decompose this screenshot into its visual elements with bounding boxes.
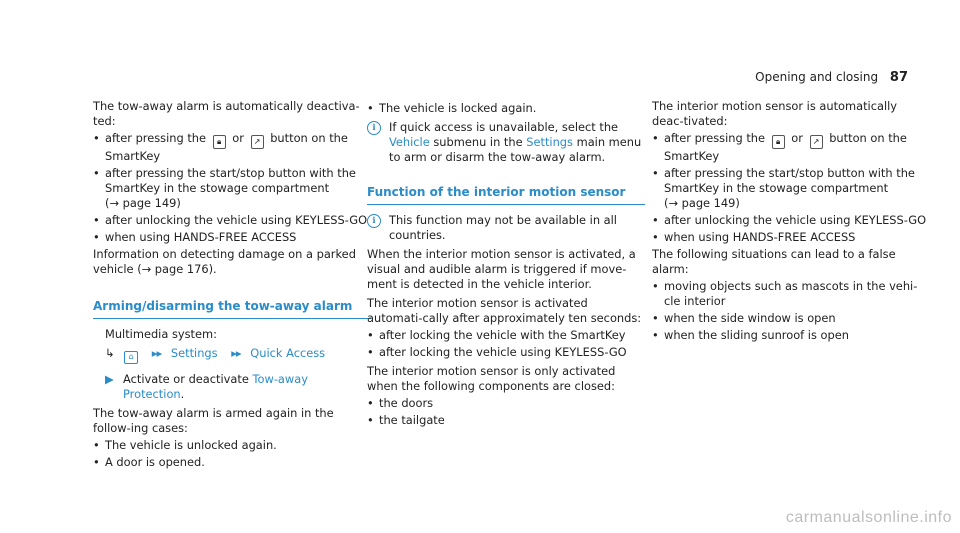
lock-key-icon: 🔒︎ [772, 135, 785, 149]
list-item: • after unlocking the vehicle using KEYLESS-GO [93, 213, 371, 228]
settings-menu-link[interactable]: Settings [526, 135, 573, 149]
page-reference[interactable]: (→ page 149) [105, 196, 181, 210]
action-arrow-icon: ▶ [105, 372, 114, 386]
chevron-right-icon: ▸▸ [151, 346, 162, 360]
page-reference[interactable]: (→ page 149) [664, 196, 740, 210]
false-alarm-intro: The following situations can lead to a false alarm: [652, 247, 896, 276]
false-alarm-list [652, 279, 930, 343]
vehicle-menu-link[interactable]: Vehicle [389, 135, 430, 149]
list-item: • when using HANDS-FREE ACCESS [93, 230, 371, 245]
page-header-title: Opening and closing [755, 70, 879, 84]
page-header [755, 70, 908, 85]
list-item: • the doors [367, 396, 645, 411]
trunk-key-icon: ↗ [251, 135, 264, 149]
list-item: • moving objects such as mascots in the vehi-cle interior [652, 279, 930, 309]
list-item: • after locking the vehicle using KEYLESS-GO [367, 345, 645, 360]
column-3 [652, 99, 930, 345]
deactivation-intro: The interior motion sensor is automatically deac-tivated: [652, 99, 898, 128]
list-item: • The vehicle is unlocked again. [93, 438, 371, 453]
info-icon: i [367, 214, 381, 228]
enter-arrow-icon: ↳ [105, 346, 115, 360]
paragraph: The interior motion sensor is activated automati-cally after approximately ten seconds: [367, 296, 642, 325]
deactivation-list [93, 131, 371, 245]
list-item: • after locking the vehicle with the SmartKey [367, 328, 645, 343]
watermark: carmanualsonline.info [785, 509, 952, 526]
list-item: • after pressing the start/stop button with the SmartKey in the stowage compartment (→ page 149) [652, 166, 930, 211]
action-step: ▶ Activate or deactivate Tow-away Protection. [105, 372, 308, 401]
chevron-right-icon: ▸▸ [231, 346, 241, 360]
list-item: • after pressing the 🔒︎ or ↗ button on the SmartKey [93, 131, 371, 164]
info-icon: i [367, 121, 381, 135]
list-item: • The vehicle is locked again. [367, 101, 645, 116]
section-title-motion-sensor: Function of the interior motion sensor [367, 185, 645, 205]
tow-away-protection-option[interactable]: Tow-away Protection [123, 372, 308, 401]
info-note: i This function may not be available in all countries. [367, 213, 645, 243]
column-1 [93, 99, 371, 472]
deactivation-intro: The tow-away alarm is automatically deactiva-ted: [93, 99, 360, 128]
info-note: i If quick access is unavailable, select the Vehicle submenu in the Settings main menu to arm or disarm the tow-away alarm. [367, 120, 645, 165]
list-item: • when the side window is open [652, 311, 930, 326]
menu-path [93, 346, 371, 364]
list-item: • the tailgate [367, 413, 645, 428]
armed-intro: The tow-away alarm is armed again in the follow-ing cases: [93, 406, 334, 435]
list-item: • after unlocking the vehicle using KEYLESS-GO [652, 213, 930, 228]
menu-settings[interactable]: Settings [170, 346, 218, 360]
trunk-key-icon: ↗ [810, 135, 823, 149]
lock-key-icon: 🔒︎ [213, 135, 226, 149]
list-item: • when using HANDS-FREE ACCESS [652, 230, 930, 245]
list-item: • A door is opened. [93, 455, 371, 470]
multimedia-label: Multimedia system: [105, 327, 217, 341]
home-icon[interactable]: ⌂ [124, 351, 138, 364]
list-item: • after pressing the start/stop button with the SmartKey in the stowage compartment (→ page 149) [93, 166, 371, 211]
menu-quick-access[interactable]: Quick Access [250, 346, 326, 360]
page-number: 87 [889, 70, 908, 85]
damage-info-text: Information on detecting damage on a parked vehicle (→ page 176). [93, 247, 356, 276]
activation-list [367, 328, 645, 360]
components-list [367, 396, 645, 428]
armed-list-continued [367, 101, 645, 116]
list-item: • after pressing the 🔒︎ or ↗ button on the SmartKey [652, 131, 930, 164]
column-2 [367, 99, 645, 430]
paragraph: The interior motion sensor is only activated when the following components are closed: [367, 364, 616, 393]
list-item: • when the sliding sunroof is open [652, 328, 930, 343]
paragraph: When the interior motion sensor is activated, a visual and audible alarm is triggered if move-ment is detected in the vehicle interior. [367, 247, 636, 291]
section-title-tow-away: Arming/disarming the tow-away alarm [93, 299, 371, 319]
deactivation-list [652, 131, 930, 245]
armed-list [93, 438, 371, 470]
